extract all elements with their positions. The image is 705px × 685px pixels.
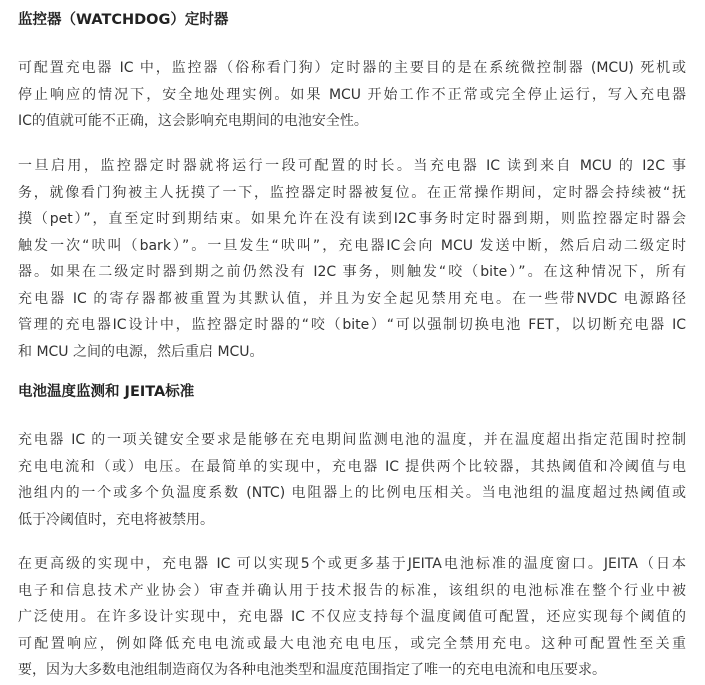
text-line: 一旦启用，监控器定时器就将运行一段可配置的时长。当充电器 IC 读到来自 MCU 的 I2C 事 xyxy=(18,158,686,174)
text-line: IC的值就可能不正确，这会影响充电期间的电池安全性。 xyxy=(18,113,368,129)
section-heading-jeita: 电池温度监测和 JEITA标准 xyxy=(18,384,195,400)
text-line: 在更高级的实现中，充电器 IC 可以实现5个或更多基于JEITA电池标准的温度窗口。JEITA（日本 xyxy=(18,556,686,572)
text-line: 充电器 IC 的寄存器都被重置为其默认值，并且为安全起见禁用充电。在一些带NVDC 电源路径 xyxy=(18,290,686,307)
text-line: 触发一次“吠叫（bark）”。一旦发生“吠叫”，充电器IC会向 MCU 发送中断，然后启动二级定时 xyxy=(18,237,686,254)
paragraph-watchdog-intro xyxy=(18,55,686,135)
text-line: 器。如果在二级定时器到期之前仍然没有 I2C 事务，则触发“咬（bite）”。在这种情况下，所有 xyxy=(18,264,686,280)
text-line: 要，因为大多数电池组制造商仅为各种电池类型和温度范围指定了唯一的充电电流和电压要求。 xyxy=(18,662,606,678)
text-line: 管理的充电器IC设计中，监控器定时器的“咬（bite）“可以强制切换电池 FET，以切断充电器 IC xyxy=(18,317,686,333)
text-line: 充电电流和（或）电压。在最简单的实现中，充电器 IC 提供两个比较器，其热阈值和冷阈值与电 xyxy=(18,458,686,475)
text-line: 停止响应的情况下，安全地处理实例。如果 MCU 开始工作不正常或完全停止运行，写入充电器 xyxy=(18,86,686,103)
text-line: 充电器 IC 的一项关键安全要求是能够在充电期间监测电池的温度，并在温度超出指定范围时控制 xyxy=(18,432,686,448)
text-line: 电子和信息技术产业协会）审查并确认用于技术报告的标准，该组织的电池标准在整个行业中被 xyxy=(18,582,686,599)
paragraph-temperature-monitoring xyxy=(18,427,686,533)
text-line: 摸（pet）”，直至定时到期结束。如果允许在没有读到I2C事务时定时器到期，则监控器定时器会 xyxy=(18,211,686,227)
text-line: 广泛使用。在许多设计实现中，充电器 IC 不仅应支持每个温度阈值可配置，还应实现每个阈值的 xyxy=(18,609,686,625)
section-heading-watchdog: 监控器（WATCHDOG）定时器 xyxy=(18,12,229,28)
text-line: 池组内的一个或多个负温度系数 (NTC) 电阻器上的比例电压相关。当电池组的温度超过热阈值或 xyxy=(18,485,686,501)
text-line: 和 MCU 之间的电源，然后重启 MCU。 xyxy=(18,343,264,360)
text-line: 务，就像看门狗被主人抚摸了一下，监控器定时器被复位。在正常操作期间，定时器会持续被“抚 xyxy=(18,184,686,201)
paragraph-watchdog-operation xyxy=(18,153,686,365)
paragraph-jeita-windows xyxy=(18,551,686,684)
text-line: 可配置充电器 IC 中，监控器（俗称看门狗）定时器的主要目的是在系统微控制器 (MCU) 死机或 xyxy=(18,60,686,76)
text-line: 低于冷阈值时，充电将被禁用。 xyxy=(18,511,214,528)
text-line: 可配置响应，例如降低充电电流或最大电池充电电压，或完全禁用充电。这种可配置性至关重 xyxy=(18,635,686,652)
